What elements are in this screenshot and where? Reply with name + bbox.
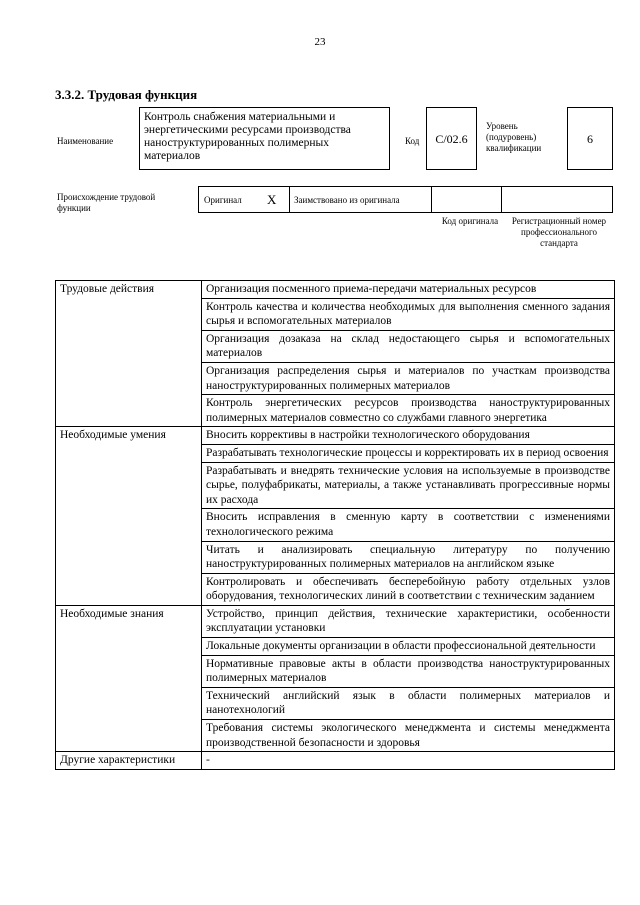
function-name-box [139, 107, 390, 170]
table-row [56, 605, 615, 637]
code-box [426, 107, 477, 170]
borrowed-label: Заимствовано из оригинала [294, 195, 400, 205]
item-cell: Контролировать и обеспечивать бесперебойную работу отдельных узлов оборудования, технологических линий в соответствии с техническим заданием [202, 573, 615, 605]
original-cell [198, 186, 290, 213]
registration-caption: Регистрационный номер профессионального стандарта [511, 216, 607, 248]
function-name: Контроль снабжения материальными и энергетическими ресурсами производства наноструктурированных полимерных материалов [144, 111, 351, 162]
table-row [56, 752, 615, 770]
page-number: 23 [314, 36, 326, 48]
section-title: 3.3.2. Трудовая функция [55, 87, 198, 102]
level-value: 6 [587, 132, 593, 146]
item-cell: Организация посменного приема-передачи материальных ресурсов [202, 281, 615, 299]
origin-row [198, 186, 613, 213]
category-cell: Трудовые действия [56, 281, 202, 427]
item-cell: Устройство, принцип действия, технические характеристики, особенности эксплуатации установки [202, 605, 615, 637]
registration-number-cell [501, 186, 613, 213]
item-cell: Организация дозаказа на склад недостающего сырья и вспомогательных материалов [202, 330, 615, 362]
name-label: Наименование [57, 136, 114, 146]
item-cell: Вносить коррективы в настройки технологического оборудования [202, 427, 615, 445]
item-cell: Нормативные правовые акты в области производства наноструктурированных полимерных материалов [202, 655, 615, 687]
item-cell: Требования системы экологического менеджмента и системы менеджмента производственной безопасности и здоровья [202, 720, 615, 752]
item-cell: Разрабатывать и внедрять технические условия на используемые в производстве сырье, полуфабрикаты, материалы, а также устанавливать прогрессивные нормы их расхода [202, 462, 615, 509]
item-cell: Технический английский язык в области полимерных материалов и нанотехнологий [202, 687, 615, 719]
item-cell: Вносить исправления в сменную карту в соответствии с изменениями технологического режима [202, 509, 615, 541]
item-cell: Локальные документы организации в области профессиональной деятельности [202, 638, 615, 656]
item-cell: Организация распределения сырья и материалов по участкам производства наноструктурированных полимерных материалов [202, 362, 615, 394]
original-label: Оригинал [204, 195, 242, 205]
item-cell: Контроль энергетических ресурсов производства наноструктурированных полимерных материалов совместно со службами главного энергетика [202, 395, 615, 427]
origin-label: Происхождение трудовой функции [57, 192, 156, 213]
item-cell: Контроль качества и количества необходимых для выполнения сменного задания сырья и вспомогательных материалов [202, 298, 615, 330]
item-cell: Читать и анализировать специальную литературу по получению наноструктурированных полимерных материалов на английском языке [202, 541, 615, 573]
level-box [567, 107, 613, 170]
table-row [56, 427, 615, 445]
code-label: Код [405, 136, 420, 146]
table-row [56, 281, 615, 299]
item-cell: Разрабатывать технологические процессы и корректировать их в период освоения [202, 444, 615, 462]
category-cell: Необходимые умения [56, 427, 202, 606]
borrowed-cell [289, 186, 432, 213]
level-label: Уровень (подуровень) квалификации [486, 121, 542, 153]
labor-function-table [55, 280, 615, 770]
original-mark: X [267, 192, 277, 207]
item-cell: - [202, 752, 615, 770]
category-cell: Другие характеристики [56, 752, 202, 770]
code-caption: Код оригинала [441, 216, 499, 226]
original-code-cell [431, 186, 502, 213]
category-cell: Необходимые знания [56, 605, 202, 751]
code-value: C/02.6 [435, 132, 468, 146]
